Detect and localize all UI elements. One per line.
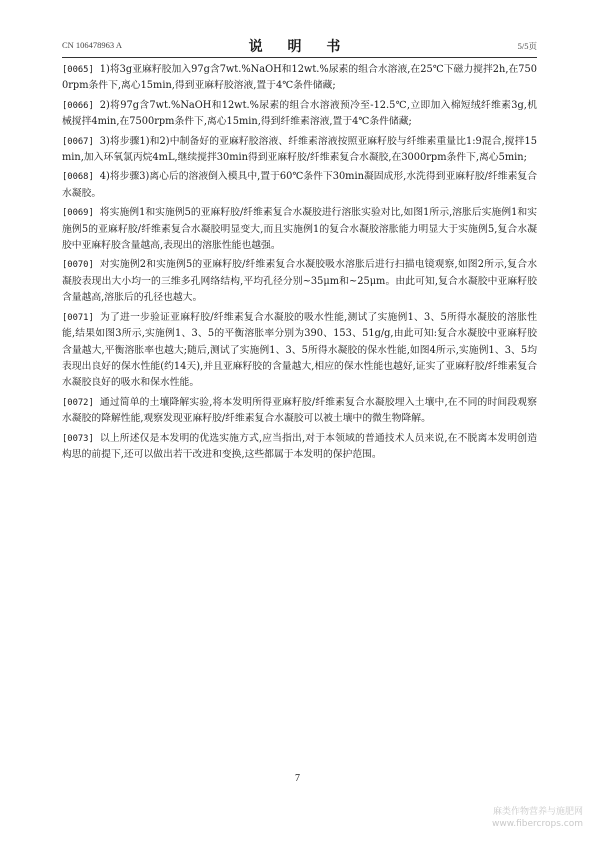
paragraph-number: [ 0069 ] [62, 208, 94, 218]
paragraph-number: [ 0066 ] [62, 101, 94, 111]
paragraph-0069 [62, 205, 537, 254]
paragraph-number: [ 0071 ] [62, 313, 94, 323]
page-header [62, 36, 537, 56]
paragraph-0072 [62, 395, 537, 428]
document-body [62, 62, 537, 466]
document-title: 说 明 书 [248, 39, 351, 55]
page-number: 7 [295, 773, 300, 784]
paragraph-text: 4)将步骤3)离心后的溶液倒入模具中,置于60℃条件下30min凝固成形,水洗得到亚麻籽胶/纤维素复合水凝胶。 [62, 171, 537, 199]
paragraph-number: [ 0070 ] [62, 260, 94, 270]
watermark-url: www.fibercrops.com [492, 819, 583, 829]
paragraph-number: [ 0073 ] [62, 434, 94, 444]
watermark-site-name: 麻类作物营养与施肥网 [492, 807, 583, 817]
paragraph-text: 为了进一步验证亚麻籽胶/纤维素复合水凝胶的吸水性能,测试了实施例1、3、5所得水凝胶的溶胀性能,结果如图3所示,实施例1、3、5的平衡溶胀率分别为390、153、51g/g,由此可知:复合水凝胶中亚麻籽胶含量越大,平衡溶胀率也越大;随后,测试了实施例1、3、5所得水凝胶的保水性能,如图4所示,实施例1、3、5均表现出良好的保水性能(约14天),并且亚麻籽胶的含量越大,相应的保水性能也越好,证实了亚麻籽胶/纤维素复合水凝胶良好的吸水和保水性能。 [62, 311, 537, 389]
paragraph-text: 1)将3g亚麻籽胶加入97g含7wt.%NaOH和12wt.%尿素的组合水溶液,在25℃下磁力搅拌2h,在7500rpm条件下,离心15min,得到亚麻籽胶溶液,置于4℃条件储藏; [62, 64, 537, 92]
paragraph-0068 [62, 169, 537, 202]
paragraph-0067 [62, 134, 537, 167]
paragraph-0066 [62, 98, 537, 131]
paragraph-0065 [62, 62, 537, 95]
paragraph-number: [ 0068 ] [62, 172, 94, 182]
paragraph-0073 [62, 431, 537, 464]
paragraph-text: 对实施例2和实施例5的亚麻籽胶/纤维素复合水凝胶吸水溶胀后进行扫描电镜观察,如图2所示,复合水凝胶表现出大小均一的三维多孔网络结构,平均孔径分别~35μm和~25μm。由此可知,复合水凝胶中亚麻籽胶含量越高,溶胀后的孔径也越大。 [62, 259, 537, 304]
paragraph-text: 将实施例1和实施例5的亚麻籽胶/纤维素复合水凝胶进行溶胀实验对比,如图1所示,溶胀后实施例1和实施例5的亚麻籽胶/纤维素复合水凝胶明显变大,而且实施例1的复合水凝胶溶胀能力明显大于实施例5,复合水凝胶中亚麻籽胶含量越高,表现出的溶胀性能也越强。 [62, 207, 537, 252]
paragraph-number: [ 0065 ] [62, 65, 94, 75]
paragraph-number: [ 0072 ] [62, 398, 94, 408]
paragraph-number: [ 0067 ] [62, 137, 94, 147]
watermark [492, 806, 583, 830]
page-indicator: 5/5页 [517, 41, 537, 51]
paragraph-0071 [62, 310, 537, 392]
patent-number: CN 106478963 A [62, 40, 122, 50]
paragraph-0070 [62, 257, 537, 306]
paragraph-text: 3)将步骤1)和2)中制备好的亚麻籽胶溶液、纤维素溶液按照亚麻籽胶与纤维素重量比1:9混合,搅拌15min,加入环氧氯丙烷4mL,继续搅拌30min得到亚麻籽胶/纤维素复合水凝胶,在3000rpm条件下,离心5min; [62, 135, 537, 164]
paragraph-text: 通过简单的土壤降解实验,将本发明所得亚麻籽胶/纤维素复合水凝胶埋入土壤中,在不同的时间段观察水凝胶的降解性能,观察发现亚麻籽胶/纤维素复合水凝胶可以被土壤中的微生物降解。 [62, 396, 537, 425]
paragraph-text: 2)将97g含7wt.%NaOH和12wt.%尿素的组合水溶液预冷至-12.5℃,立即加入棉短绒纤维素3g,机械搅拌4min,在7500rpm条件下,离心15min,得到纤维素溶液,置于4℃条件储藏; [62, 99, 537, 128]
header-rule [62, 57, 537, 58]
paragraph-text: 以上所述仅是本发明的优选实施方式,应当指出,对于本领域的普通技术人员来说,在不脱离本发明创造构思的前提下,还可以做出若干改进和变换,这些都属于本发明的保护范围。 [62, 432, 537, 460]
